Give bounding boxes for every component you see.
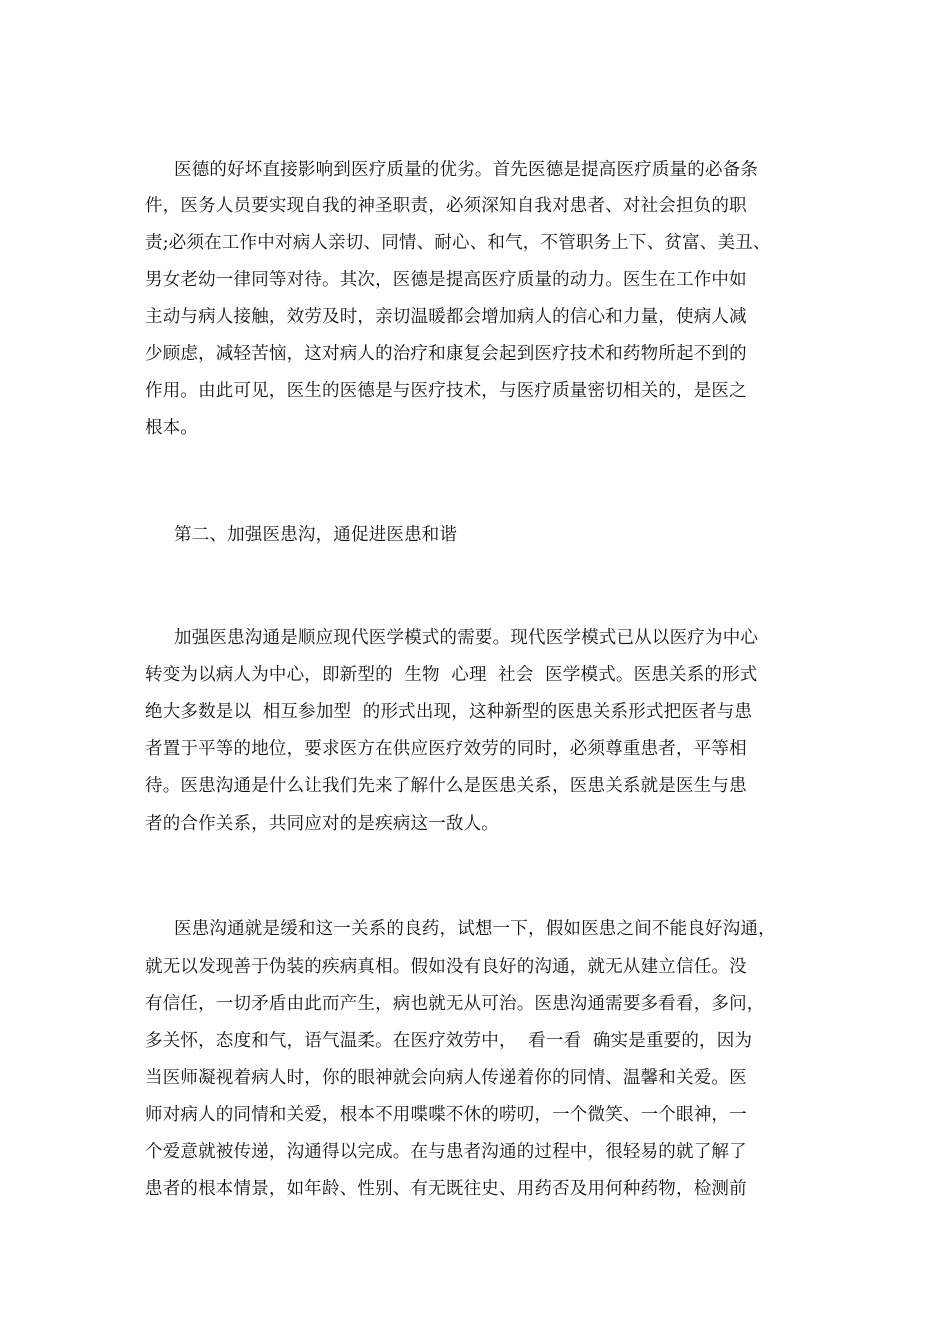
paragraph-line: 多关怀，态度和气，语气温柔。在医疗效劳中， 看一看 确实是重要的，因为 — [145, 1031, 753, 1051]
paragraph-line: 就无以发现善于伪装的疾病真相。假如没有良好的沟通，就无从建立信任。没 — [145, 957, 747, 977]
paragraph-line: 者的合作关系，共同应对的是疾病这一敌人。 — [145, 814, 499, 834]
paragraph-line: 件，医务人员要实现自我的神圣职责，必须深知自我对患者、对社会担负的职 — [145, 196, 747, 216]
section-heading: 第二、加强医患沟，通促进医患和谐 — [174, 525, 458, 545]
paragraph-line: 少顾虑，减轻苦恼，这对病人的治疗和康复会起到医疗技术和药物所起不到的 — [145, 344, 747, 364]
paragraph-line: 作用。由此可见，医生的医德是与医疗技术，与医疗质量密切相关的，是医之 — [145, 381, 747, 401]
paragraph-line: 医德的好坏直接影响到医疗质量的优劣。首先医德是提高医疗质量的必备条 — [174, 160, 759, 180]
paragraph-line: 患者的根本情景，如年龄、性别、有无既往史、用药否及用何种药物，检测前 — [145, 1179, 747, 1199]
paragraph-line: 待。医患沟通是什么让我们先来了解什么是医患关系，医患关系就是医生与患 — [145, 776, 747, 796]
paragraph-line: 师对病人的同情和关爱，根本不用喋喋不休的唠叨，一个微笑、一个眼神，一 — [145, 1105, 747, 1125]
paragraph-line: 责;必须在工作中对病人亲切、同情、耐心、和气，不管职务上下、贫富、美丑、 — [145, 233, 771, 253]
paragraph-line: 医患沟通就是缓和这一关系的良药，试想一下，假如医患之间不能良好沟通， — [174, 919, 776, 939]
paragraph-line: 绝大多数是以 相互参加型 的形式出现，这种新型的医患关系形式把医者与患 — [145, 702, 753, 722]
paragraph-line: 根本。 — [145, 418, 199, 438]
paragraph-line: 个爱意就被传递，沟通得以完成。在与患者沟通的过程中，很轻易的就了解了 — [145, 1142, 747, 1162]
paragraph-line: 加强医患沟通是顺应现代医学模式的需要。现代医学模式已从以医疗为中心 — [174, 628, 759, 648]
paragraph-line: 转变为以病人为中心，即新型的 生物 心理 社会 医学模式。医患关系的形式 — [145, 665, 758, 685]
paragraph-line: 有信任，一切矛盾由此而产生，病也就无从可治。医患沟通需要多看看，多问， — [145, 994, 765, 1014]
paragraph-line: 者置于平等的地位，要求医方在供应医疗效劳的同时，必须尊重患者，平等相 — [145, 739, 747, 759]
paragraph-line: 主动与病人接触，效劳及时，亲切温暖都会增加病人的信心和力量，使病人减 — [145, 307, 747, 327]
paragraph-line: 当医师凝视着病人时，你的眼神就会向病人传递着你的同情、温馨和关爱。医 — [145, 1068, 747, 1088]
paragraph-line: 男女老幼一律同等对待。其次，医德是提高医疗质量的动力。医生在工作中如 — [145, 270, 747, 290]
